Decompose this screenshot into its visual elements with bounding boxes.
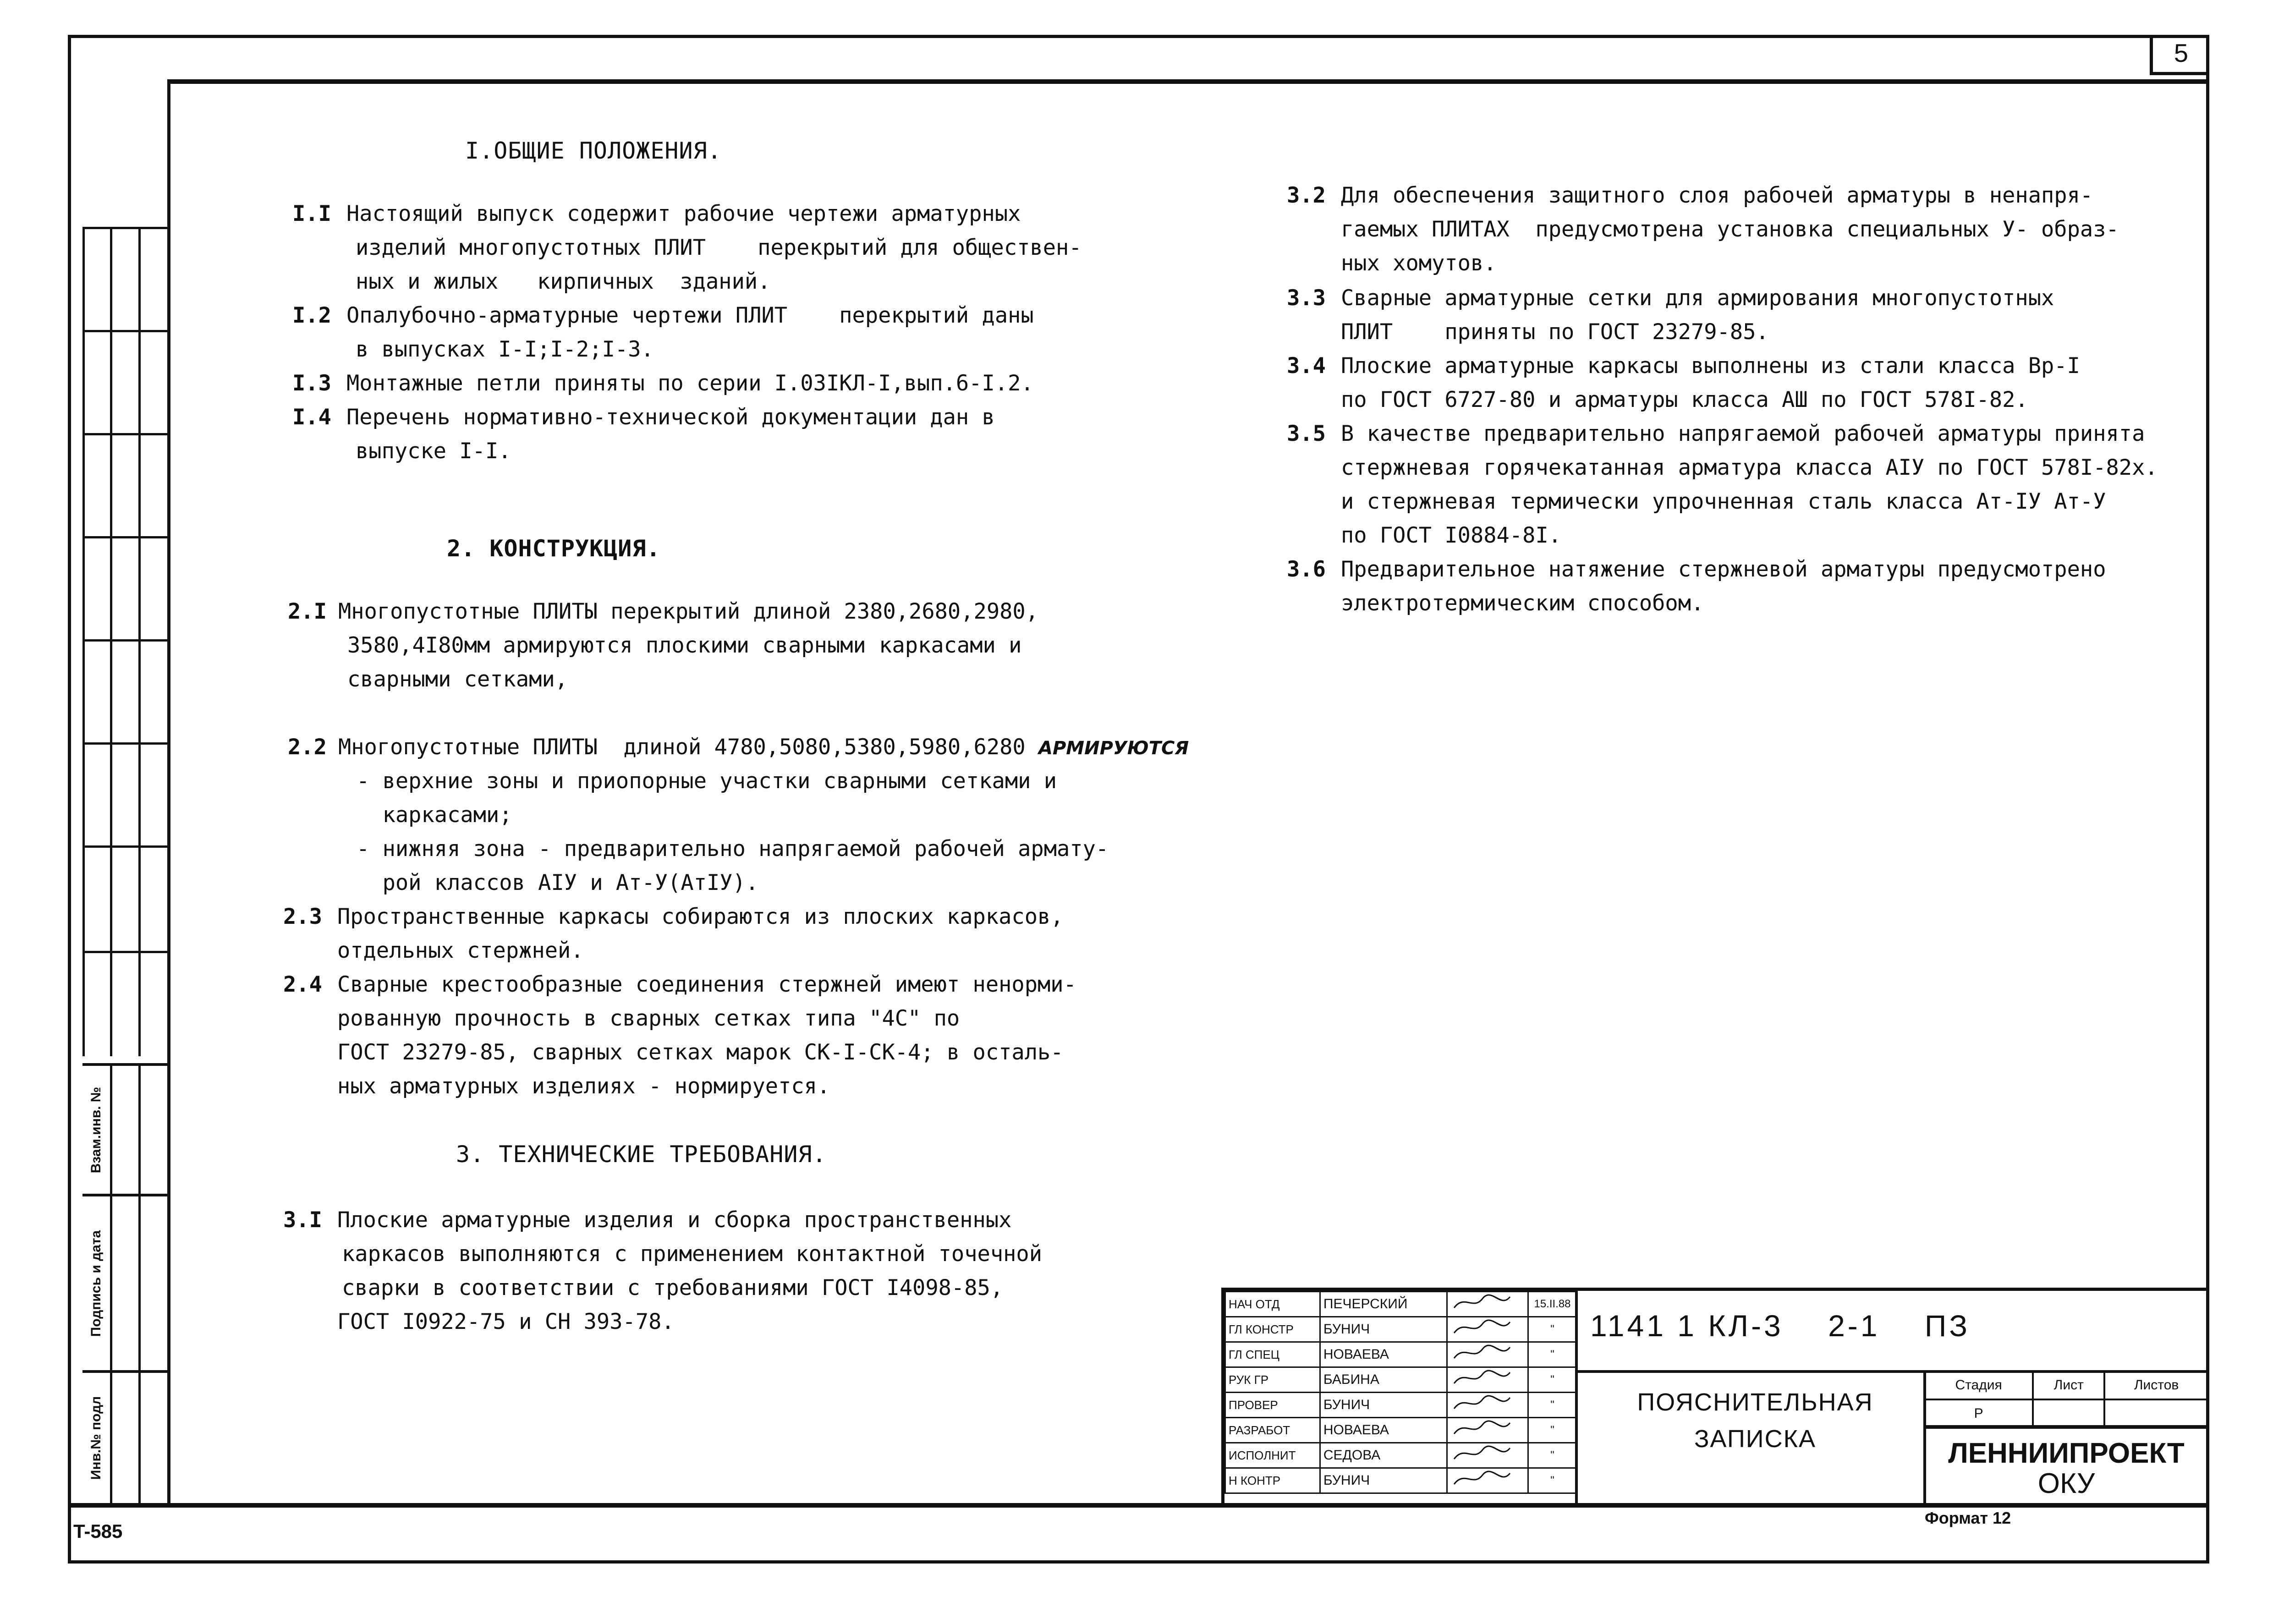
text-line: сварки в соответствии с требованиями ГОСТ I4098-85, <box>342 1275 1004 1300</box>
signature-name: БАБИНА <box>1320 1367 1447 1393</box>
handwritten-signature <box>1450 1343 1515 1363</box>
text-line: Перечень нормативно-технической документации дан в <box>346 405 995 430</box>
stamp-label: Подпись и дата <box>88 1230 104 1337</box>
signature-role: Н КОНТР <box>1225 1468 1320 1493</box>
text-line: рованную прочность в сварных сетках типа "4С" по <box>337 1006 960 1031</box>
title-block-divider <box>1575 1288 1578 1508</box>
item-number: 2.2 <box>288 735 327 760</box>
text-line: 3580,4I80мм армируются плоскими сварными каркасами и <box>347 633 1022 658</box>
signature-name: БУНИЧ <box>1320 1468 1447 1493</box>
signature-row <box>1225 1393 1577 1418</box>
signature-date: " <box>1528 1443 1577 1468</box>
text-line: Сварные крестообразные соединения стержней имеют ненорми- <box>337 972 1076 997</box>
signature-date: " <box>1528 1342 1577 1367</box>
text-line: ГОСТ I0922-75 и СН 393-78. <box>337 1309 675 1334</box>
signature-mark <box>1447 1468 1528 1493</box>
signature-role: ИСПОЛНИТ <box>1225 1443 1320 1468</box>
signature-row <box>1225 1443 1577 1468</box>
series-code: T-585 <box>73 1520 123 1542</box>
item-number: 3.I <box>283 1207 322 1233</box>
sheet-header: Лист <box>2033 1371 2104 1399</box>
handwritten-signature <box>1450 1469 1515 1489</box>
sheet-value <box>2033 1399 2104 1428</box>
item-number: 3.2 <box>1287 183 1326 208</box>
signature-row <box>1225 1342 1577 1367</box>
signature-date: " <box>1528 1418 1577 1443</box>
text-line: Пространственные каркасы собираются из плоских каркасов, <box>337 904 1064 929</box>
format-label: Формат 12 <box>1925 1509 2011 1527</box>
signature-date: " <box>1528 1317 1577 1342</box>
text-line: по ГОСТ 6727-80 и арматуры класса АШ по ГОСТ 578I-82. <box>1341 387 2028 412</box>
item-number: I.4 <box>292 405 331 430</box>
stamp-label: Взам.инв. № <box>88 1086 104 1173</box>
handwritten-signature <box>1450 1292 1515 1312</box>
stamp-replacement-inv <box>82 1063 167 1194</box>
handwritten-signature <box>1450 1443 1515 1464</box>
signature-name: НОВАЕВА <box>1320 1342 1447 1367</box>
text-line: - верхние зоны и приопорные участки сварными сетками и <box>357 768 1057 794</box>
signature-mark <box>1447 1393 1528 1418</box>
signature-name: СЕДОВА <box>1320 1443 1447 1468</box>
signature-row <box>1225 1418 1577 1443</box>
signature-role: РУК ГР <box>1225 1367 1320 1393</box>
signature-date: 15.II.88 <box>1528 1292 1577 1317</box>
handwritten-note: АРМИРУЮТСЯ <box>1038 738 1189 759</box>
stage-table <box>1923 1370 2209 1429</box>
signature-mark <box>1447 1367 1528 1393</box>
text-line: и стержневая термически упрочненная сталь класса Ат-IУ Ат-У <box>1341 489 2106 514</box>
handwritten-signature <box>1450 1317 1515 1338</box>
document-title <box>1595 1384 1916 1457</box>
signature-row <box>1225 1367 1577 1393</box>
sheets-value <box>2104 1399 2208 1428</box>
text-line: каркасов выполняются с применением контактной точечной <box>342 1241 1043 1267</box>
binding-strip-grid <box>82 227 167 1056</box>
signature-role: РАЗРАБОТ <box>1225 1418 1320 1443</box>
signature-mark <box>1447 1342 1528 1367</box>
signature-row <box>1225 1317 1577 1342</box>
stage-value: Р <box>1924 1399 2033 1428</box>
text-line: рой классов АIУ и Ат-У(АтIУ). <box>357 870 759 895</box>
text-line: отдельных стержней. <box>337 938 584 963</box>
item-number: 3.5 <box>1287 421 1326 446</box>
signature-name: БУНИЧ <box>1320 1393 1447 1418</box>
signature-row <box>1225 1292 1577 1317</box>
text-line: Плоские арматурные каркасы выполнены из стали класса Вр-I <box>1341 353 2080 379</box>
handwritten-signature <box>1450 1418 1515 1438</box>
handwritten-signature <box>1450 1393 1515 1413</box>
item-number: 2.4 <box>283 972 322 997</box>
stamp-label: Инв.№ подл <box>88 1396 104 1480</box>
signature-mark <box>1447 1292 1528 1317</box>
signature-role: ГЛ СПЕЦ <box>1225 1342 1320 1367</box>
signature-mark <box>1447 1317 1528 1342</box>
text-line: В качестве предварительно напрягаемой рабочей арматуры принята <box>1341 421 2145 446</box>
item-number: I.3 <box>292 371 331 396</box>
text-line: Плоские арматурные изделия и сборка пространственных <box>337 1207 1012 1233</box>
signature-name: ПЕЧЕРСКИЙ <box>1320 1292 1447 1317</box>
handwritten-signature <box>1450 1368 1515 1388</box>
text-line: стержневая горячекатанная арматура класса АIУ по ГОСТ 578I-82х. <box>1341 455 2158 480</box>
signature-row <box>1225 1468 1577 1493</box>
text-line: в выпусках I-I;I-2;I-3. <box>356 337 654 362</box>
organization-sub: ОКУ <box>2037 1468 2095 1499</box>
sheet-number: 5 <box>2150 35 2209 75</box>
signature-mark <box>1447 1443 1528 1468</box>
text-line: Монтажные петли приняты по серии I.03IКЛ-I,вып.6-I.2. <box>346 371 1034 396</box>
text-line: изделий многопустотных ПЛИТ перекрытий для обществен- <box>356 235 1082 260</box>
text-line: Многопустотные ПЛИТЫ длиной 4780,5080,5380,5980,6280 <box>338 735 1026 760</box>
item-number: 2.3 <box>283 904 322 929</box>
item-number: 3.3 <box>1287 285 1326 311</box>
stage-header: Стадия <box>1924 1371 2033 1399</box>
text-line: ных хомутов. <box>1341 251 1497 276</box>
text-line: ных и жилых кирпичных зданий. <box>356 269 771 294</box>
section-heading: I.ОБЩИЕ ПОЛОЖЕНИЯ. <box>465 137 722 164</box>
signature-role: ГЛ КОНСТР <box>1225 1317 1320 1342</box>
text-line: ПЛИТ приняты по ГОСТ 23279-85. <box>1341 319 1769 345</box>
sheets-header: Листов <box>2104 1371 2208 1399</box>
text-line: ных арматурных изделиях - нормируется. <box>337 1074 830 1099</box>
text-line: Предварительное натяжение стержневой арматуры предусмотрено <box>1341 557 2106 582</box>
text-line: ГОСТ 23279-85, сварных сетках марок СК-I-СК-4; в осталь- <box>337 1040 1064 1065</box>
stamp-original-inv <box>82 1370 167 1503</box>
text-line: - нижняя зона - предварительно напрягаемой рабочей армату- <box>357 836 1109 861</box>
organization <box>1923 1425 2209 1508</box>
signature-date: " <box>1528 1367 1577 1393</box>
stamp-signature-date <box>82 1194 167 1370</box>
title-line: ЗАПИСКА <box>1694 1425 1817 1453</box>
section-heading: 2. КОНСТРУКЦИЯ. <box>447 535 661 562</box>
text-line: Для обеспечения защитного слоя рабочей арматуры в ненапря- <box>1341 183 2093 208</box>
organization-name: ЛЕННИИПРОЕКТ <box>1948 1437 2185 1469</box>
text-line: Многопустотные ПЛИТЫ перекрытий длиной 2380,2680,2980, <box>338 599 1039 624</box>
text-line: сварными сетками, <box>347 667 568 692</box>
item-number: 3.6 <box>1287 557 1326 582</box>
section-heading: 3. ТЕХНИЧЕСКИЕ ТРЕБОВАНИЯ. <box>456 1141 827 1168</box>
signature-role: НАЧ ОТД <box>1225 1292 1320 1317</box>
text-line: электротермическим способом. <box>1341 591 1704 616</box>
item-number: 2.I <box>288 599 327 624</box>
text-line: выпуске I-I. <box>356 439 511 464</box>
text-line: каркасами; <box>357 802 512 828</box>
item-number: 3.4 <box>1287 353 1326 379</box>
signature-name: БУНИЧ <box>1320 1317 1447 1342</box>
signature-date: " <box>1528 1393 1577 1418</box>
signature-date: " <box>1528 1468 1577 1493</box>
signature-name: НОВАЕВА <box>1320 1418 1447 1443</box>
signature-mark <box>1447 1418 1528 1443</box>
title-line: ПОЯСНИТЕЛЬНАЯ <box>1637 1388 1873 1416</box>
text-line: Сварные арматурные сетки для армирования многопустотных <box>1341 285 2054 311</box>
signature-role: ПРОВЕР <box>1225 1393 1320 1418</box>
text-line: Настоящий выпуск содержит рабочие чертежи арматурных <box>346 201 1021 226</box>
text-line: Опалубочно-арматурные чертежи ПЛИТ перекрытий даны <box>346 303 1034 328</box>
item-number: I.I <box>292 201 331 226</box>
text-line: по ГОСТ I0884-8I. <box>1341 523 1562 548</box>
text-line: гаемых ПЛИТАХ предусмотрена установка специальных У- образ- <box>1341 217 2119 242</box>
signature-table <box>1224 1291 1577 1494</box>
item-number: I.2 <box>292 303 331 328</box>
document-code: 1141 1 КЛ-3 2-1 ПЗ <box>1590 1309 1971 1343</box>
